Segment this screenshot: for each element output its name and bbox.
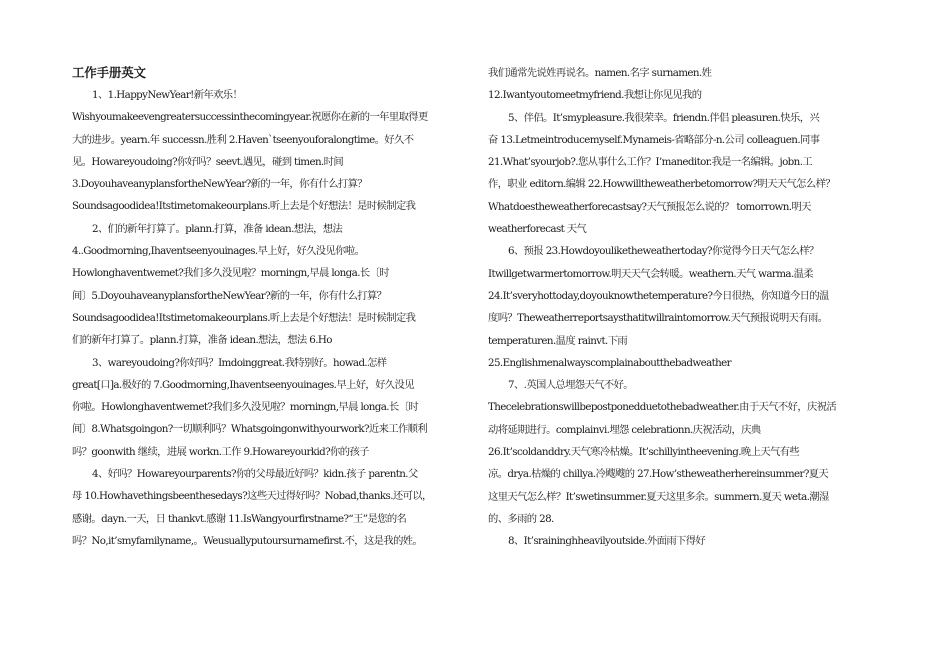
text-line: weatherforecast 天气	[488, 223, 587, 236]
text-line: 26.It’scoldanddry.天气寒冷枯燥。It’schillyintheevening.晚上天气有些	[488, 446, 800, 459]
text-line: 吗？goonwith 继续，进展 workn.工作 9.Howareyourkid?你的孩子	[72, 445, 369, 458]
text-line: 奋 13.Letmeintroducemyself.Mynameis-省略部分-n.公司 colleaguen.同事	[488, 133, 820, 146]
text-line: 动将延期进行。complainvi.埋怨 celebrationn.庆祝活动，庆典	[488, 423, 761, 436]
text-line: 们的新年打算了。plann.打算，准备 idean.想法，想法 6.Ho	[72, 334, 332, 347]
text-line: Wishyoumakeevengreatersuccessinthecomingyear.祝愿你在新的一年里取得更	[72, 111, 428, 124]
text-line: Howlonghaventwemet?我们多久没见啦？morningn,早晨 longa.长〔时	[72, 267, 389, 280]
text-line: Whatdoestheweatherforecastsay?天气预报怎么说的？ tomorrown.明天	[488, 200, 811, 213]
text-line: 2、们的新年打算了。plann.打算，准备 idean.想法，想法	[92, 222, 343, 235]
text-line: 6、预报 23.Howdoyouliketheweathertoday?你觉得今日天气怎么样？	[508, 245, 819, 258]
text-line: 感谢。dayn.一天，日 thankvt.感谢 11.IsWangyourfirstname?“王”是您的名	[72, 512, 407, 525]
left-column	[72, 62, 472, 552]
right-column	[488, 62, 880, 553]
text-line: 作，职业 editorn.编辑 22.Howwilltheweatherbetomorrow?明天天气怎么样？	[488, 178, 835, 191]
text-line: 大的进步。yearn.年 successn.胜利 2.Haven`tseenyouforalongtime。好久不	[72, 133, 414, 146]
text-line: 7、.英国人总埋怨天气不好。	[508, 379, 633, 392]
text-line: 间〕5.DoyouhaveanyplansfortheNewYear?新的一年，你有什么打算？	[72, 289, 387, 302]
text-line: 见。Howareyoudoing?你好吗？seevt.遇见，碰到 timen.时间	[72, 155, 344, 168]
right-text-block	[488, 62, 880, 553]
text-line: 这里天气怎么样？It’swetinsummer.夏天这里多余。summern.夏天 weta.潮湿	[488, 490, 829, 503]
text-line: 你啦。Howlonghaventwemet?我们多久没见啦？morningn,早晨 longa.长〔时	[72, 401, 419, 414]
text-line: 度吗？Theweatherreportsaysthatitwillraintomorrow.天气预报说明天有雨。	[488, 312, 828, 325]
text-line: 凉。drya.枯燥的 chillya.冷飕飕的 27.How’stheweatherhereinsummer?夏天	[488, 468, 829, 481]
text-line: 24.It’sveryhottoday,doyouknowthetemperature?今日很热，你知道今日的温	[488, 289, 829, 302]
document-title: 工作手册英文	[72, 65, 146, 80]
text-line: 21.What’syourjob?.您从事什么工作？I’maneditor.我是一名编辑。jobn.工	[488, 156, 813, 169]
text-line: 3、wareyoudoing?你好吗？Imdoinggreat.我特别好。howad.怎样	[92, 356, 387, 369]
text-line: Itwillgetwarmertomorrow.明天天气会转暖。weathern.天气 warma.温柔	[488, 267, 814, 280]
text-line: Thecelebrationswillbepostponedduetothebadweather.由于天气不好，庆祝活	[488, 401, 837, 414]
text-line: 8、It’sraininghheavilyoutside.外面雨下得好	[508, 535, 706, 548]
text-line: great[口]a.极好的 7.Goodmorning,Ihaventseenyouinages.早上好，好久没见	[72, 378, 414, 391]
text-line: 1、1.HappyNewYear!新年欢乐！	[92, 89, 243, 101]
text-line: 25.Englishmenalwayscomplainaboutthebadweather	[488, 356, 731, 369]
text-line: 吗？No,it’smyfamilyname,。Weusuallyputoursurnamefirst.不，这是我的姓。	[72, 534, 423, 547]
text-line: 5、伴侣。It’smypleasure.我很荣幸。friendn.伴侣 pleasuren.快乐，兴	[508, 111, 820, 124]
text-line: 12.Iwantyoutomeetmyfriend.我想让你见见我的	[488, 89, 702, 102]
text-line: 间〕8.Whatsgoingon?一切顺利吗？Whatsgoingonwithyourwork?近来工作顺利	[72, 423, 428, 436]
text-line: 3.DoyouhaveanyplansfortheNewYear?新的一年，你有什么打算？	[72, 178, 367, 191]
text-line: 的、多雨的 28.	[488, 512, 554, 525]
text-line: Soundsagoodidea!Itstimetomakeourplans.听上去是个好想法！是时候制定我	[72, 311, 416, 324]
text-line: 我们通常先说姓再说名。namen.名字 surnamen.姓	[488, 67, 712, 79]
text-line: 母 10.Howhavethingsbeenthesedays?这些天过得好吗？Nobad,thanks.还可以，	[72, 490, 432, 503]
text-line: temperaturen.温度 rainvt.下雨	[488, 334, 628, 347]
text-line: Soundsagoodidea!Itstimetomakeourplans.听上去是个好想法！是时候制定我	[72, 200, 416, 213]
text-line: 4..Goodmorning,Ihaventseenyouinages.早上好，好久没见你啦。	[72, 245, 365, 258]
left-text-block	[72, 84, 472, 552]
text-line: 4、好吗？Howareyourparents?你的父母最近好吗？kidn.孩子 parentn.父	[92, 468, 418, 481]
